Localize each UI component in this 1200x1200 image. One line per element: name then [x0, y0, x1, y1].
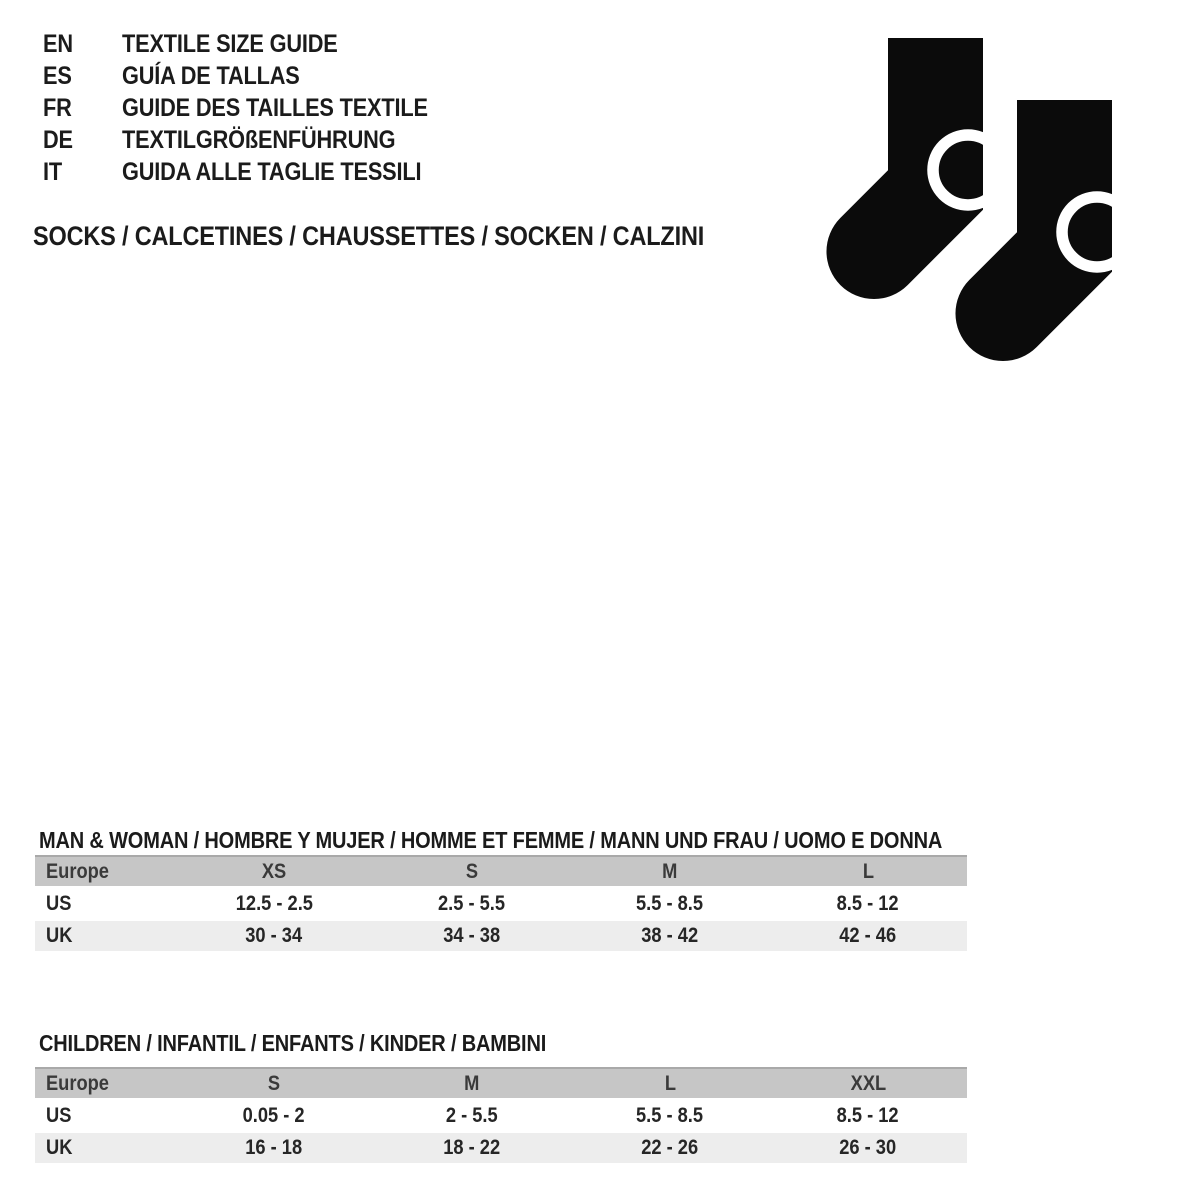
language-row-en — [43, 28, 473, 60]
column-header-l: L — [664, 1072, 676, 1095]
column-header-m: M — [662, 860, 678, 883]
language-title: GUÍA DE TALLAS — [121, 62, 300, 90]
language-code: ES — [43, 62, 72, 90]
size-range: 26 - 30 — [839, 1136, 897, 1159]
category-line-text: SOCKS / CALCETINES / CHAUSSETTES / SOCKEN / CALZINI — [33, 221, 705, 251]
language-row-de — [43, 124, 473, 156]
language-title: TEXTILE SIZE GUIDE — [121, 30, 338, 58]
children-table-row-uk — [35, 1133, 967, 1163]
children-table-row-us — [35, 1101, 967, 1131]
size-range: 12.5 - 2.5 — [235, 892, 313, 915]
language-code: EN — [43, 30, 73, 58]
adult-table-row-us — [35, 889, 967, 919]
column-header-europe: Europe — [46, 1072, 109, 1095]
size-range: 38 - 42 — [641, 924, 699, 947]
column-header-xs: XS — [261, 860, 287, 883]
column-header-m: M — [464, 1072, 480, 1095]
column-header-xxl: XXL — [850, 1072, 886, 1095]
size-range: 18 - 22 — [443, 1136, 501, 1159]
language-code: DE — [43, 126, 73, 154]
column-header-s: S — [267, 1072, 281, 1095]
adult-size-table — [35, 855, 967, 953]
language-title: TEXTILGRÖßENFÜHRUNG — [121, 126, 396, 154]
language-row-fr — [43, 92, 473, 124]
size-range: 42 - 46 — [839, 924, 897, 947]
size-range: 22 - 26 — [641, 1136, 699, 1159]
language-code: IT — [43, 158, 62, 186]
language-title: GUIDE DES TAILLES TEXTILE — [121, 94, 428, 122]
size-range: 34 - 38 — [443, 924, 501, 947]
language-row-es — [43, 60, 473, 92]
language-list — [43, 28, 473, 188]
size-range: 5.5 - 8.5 — [636, 892, 704, 915]
children-table-header-row — [35, 1067, 967, 1098]
column-header-europe: Europe — [46, 860, 109, 883]
region-label: US — [46, 892, 72, 915]
size-range: 5.5 - 8.5 — [636, 1104, 704, 1127]
region-label: US — [46, 1104, 72, 1127]
language-code: FR — [43, 94, 72, 122]
socks-icon — [800, 25, 1120, 370]
region-label: UK — [46, 924, 73, 947]
adult-table-row-uk — [35, 921, 967, 951]
region-label: UK — [46, 1136, 73, 1159]
adult-table-header-row — [35, 855, 967, 886]
category-line — [33, 221, 804, 252]
language-row-it — [43, 156, 473, 188]
column-header-l: L — [862, 860, 874, 883]
size-range: 8.5 - 12 — [837, 1104, 899, 1127]
sock-left-shape — [826, 38, 1003, 299]
size-range: 30 - 34 — [245, 924, 303, 947]
size-range: 2 - 5.5 — [446, 1104, 498, 1127]
adult-table-title: MAN & WOMAN / HOMBRE Y MUJER / HOMME ET FEMME / MANN UND FRAU / UOMO E DONNA — [39, 827, 943, 853]
size-range: 16 - 18 — [245, 1136, 303, 1159]
children-table-title: CHILDREN / INFANTIL / ENFANTS / KINDER / BAMBINI — [39, 1030, 547, 1056]
size-range: 8.5 - 12 — [837, 892, 899, 915]
size-range: 2.5 - 5.5 — [438, 892, 506, 915]
column-header-s: S — [465, 860, 479, 883]
children-size-table — [35, 1067, 967, 1165]
size-range: 0.05 - 2 — [243, 1104, 305, 1127]
language-title: GUIDA ALLE TAGLIE TESSILI — [121, 158, 422, 186]
